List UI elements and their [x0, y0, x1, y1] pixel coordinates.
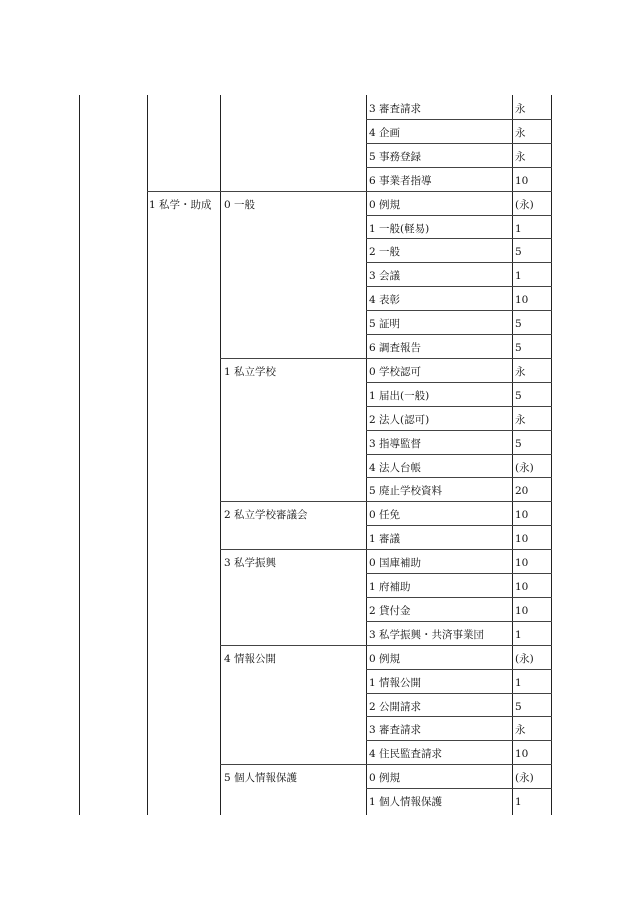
row-rule — [366, 406, 552, 407]
item-cell: 2 貸付金 — [369, 605, 411, 617]
subcategory-cell: 3 私学振興 — [224, 557, 277, 569]
subcategory-cell: 0 一般 — [224, 199, 256, 211]
retention-period-cell: (永) — [515, 772, 534, 784]
item-cell: 1 届出(一般) — [369, 390, 430, 402]
retention-period-cell: 永 — [515, 724, 526, 736]
row-rule — [366, 215, 552, 216]
retention-period-cell: 20 — [515, 485, 529, 497]
retention-period-cell: 5 — [515, 701, 522, 713]
row-rule — [366, 693, 552, 694]
retention-period-cell: 10 — [515, 294, 529, 306]
item-cell: 6 調査報告 — [369, 342, 422, 354]
retention-period-cell: 10 — [515, 748, 529, 760]
retention-period-cell: 永 — [515, 366, 526, 378]
item-cell: 1 一般(軽易) — [369, 223, 430, 235]
retention-period-cell: 5 — [515, 246, 522, 258]
row-rule — [366, 621, 552, 622]
retention-period-cell: 1 — [515, 270, 522, 282]
column-rule — [512, 95, 513, 815]
item-cell: 4 住民監査請求 — [369, 748, 443, 760]
column-rule — [220, 95, 221, 815]
row-rule — [366, 262, 552, 263]
retention-period-cell: 永 — [515, 127, 526, 139]
retention-period-cell: (永) — [515, 653, 534, 665]
item-cell: 4 企画 — [369, 127, 401, 139]
row-rule — [366, 143, 552, 144]
retention-period-cell: 5 — [515, 342, 522, 354]
item-cell: 0 学校認可 — [369, 366, 422, 378]
retention-period-cell: (永) — [515, 462, 534, 474]
item-cell: 1 府補助 — [369, 581, 411, 593]
retention-period-cell: 1 — [515, 677, 522, 689]
item-cell: 1 情報公開 — [369, 677, 422, 689]
row-rule — [366, 477, 552, 478]
row-rule — [366, 597, 552, 598]
row-rule — [366, 669, 552, 670]
row-rule — [220, 764, 552, 765]
row-rule — [366, 310, 552, 311]
item-cell: 0 例規 — [369, 199, 401, 211]
row-rule — [366, 573, 552, 574]
row-rule — [366, 238, 552, 239]
row-rule — [366, 788, 552, 789]
retention-period-cell: (永) — [515, 199, 534, 211]
row-rule — [220, 358, 552, 359]
row-rule — [366, 334, 552, 335]
retention-period-cell: 10 — [515, 605, 529, 617]
column-rule — [551, 95, 552, 815]
category-cell: 1 私学・助成 — [149, 199, 212, 211]
row-rule — [366, 716, 552, 717]
row-rule — [366, 382, 552, 383]
column-rule — [79, 95, 80, 815]
item-cell: 3 審査請求 — [369, 724, 422, 736]
item-cell: 5 事務登録 — [369, 151, 422, 163]
row-rule — [366, 119, 552, 120]
retention-period-cell: 永 — [515, 103, 526, 115]
row-rule — [366, 740, 552, 741]
subcategory-cell: 5 個人情報保護 — [224, 772, 298, 784]
retention-period-cell: 10 — [515, 533, 529, 545]
retention-period-cell: 1 — [515, 629, 522, 641]
row-rule — [366, 525, 552, 526]
column-rule — [147, 95, 148, 815]
item-cell: 2 公開請求 — [369, 701, 422, 713]
item-cell: 1 審議 — [369, 533, 401, 545]
item-cell: 5 証明 — [369, 318, 401, 330]
item-cell: 3 会議 — [369, 270, 401, 282]
subcategory-cell: 1 私立学校 — [224, 366, 277, 378]
retention-period-cell: 1 — [515, 796, 522, 808]
row-rule — [220, 549, 552, 550]
retention-period-cell: 10 — [515, 557, 529, 569]
subcategory-cell: 2 私立学校審議会 — [224, 509, 308, 521]
retention-period-cell: 5 — [515, 318, 522, 330]
retention-period-cell: 5 — [515, 390, 522, 402]
retention-period-cell: 10 — [515, 509, 529, 521]
item-cell: 4 表彰 — [369, 294, 401, 306]
row-rule — [220, 501, 552, 502]
retention-period-cell: 永 — [515, 414, 526, 426]
row-rule — [366, 430, 552, 431]
item-cell: 0 例規 — [369, 653, 401, 665]
item-cell: 4 法人台帳 — [369, 462, 422, 474]
retention-period-cell: 5 — [515, 438, 522, 450]
item-cell: 5 廃止学校資料 — [369, 485, 443, 497]
row-rule — [366, 454, 552, 455]
item-cell: 1 個人情報保護 — [369, 796, 443, 808]
item-cell: 0 例規 — [369, 772, 401, 784]
subcategory-cell: 4 情報公開 — [224, 653, 277, 665]
retention-period-cell: 10 — [515, 175, 529, 187]
item-cell: 0 国庫補助 — [369, 557, 422, 569]
column-rule — [366, 95, 367, 815]
item-cell: 6 事業者指導 — [369, 175, 432, 187]
item-cell: 3 私学振興・共済事業団 — [369, 629, 485, 641]
row-rule — [220, 645, 552, 646]
item-cell: 0 任免 — [369, 509, 401, 521]
retention-period-cell: 1 — [515, 223, 522, 235]
item-cell: 3 指導監督 — [369, 438, 422, 450]
item-cell: 2 法人(認可) — [369, 414, 430, 426]
retention-period-cell: 永 — [515, 151, 526, 163]
row-rule — [366, 286, 552, 287]
item-cell: 3 審査請求 — [369, 103, 422, 115]
retention-period-cell: 10 — [515, 581, 529, 593]
row-rule — [366, 167, 552, 168]
item-cell: 2 一般 — [369, 246, 401, 258]
row-rule — [147, 191, 552, 192]
